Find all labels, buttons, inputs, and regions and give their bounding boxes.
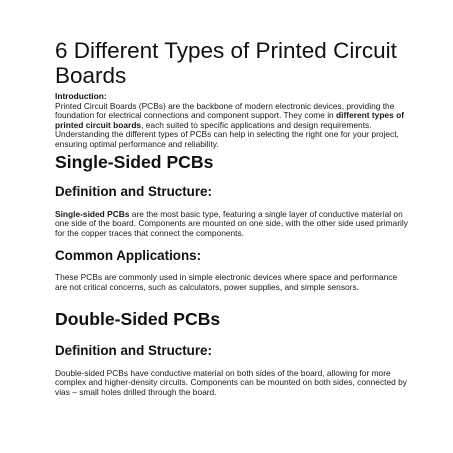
single-applications-paragraph: These PCBs are commonly used in simple electronic devices where space and performance are not critical concerns, such as calculators, power supplies, and simple sensors. bbox=[55, 272, 398, 292]
double-sided-heading: Double-Sided PCBs bbox=[55, 308, 221, 329]
intro-text-start: Printed Circuit Boards (PCBs) are the backbone of modern electronic devices, providing the foundation for electrical connections and component support. They come in bbox=[55, 100, 395, 121]
single-applications-heading: Common Applications: bbox=[55, 248, 202, 264]
single-definition-text: are the most basic type, featuring a single layer of conductive material on one side of the board. Components are mounted on one side, with the other side used primarily for the copper traces that connect the components. bbox=[55, 208, 408, 238]
intro-bold-phrase: different types of printed circuit boards bbox=[55, 110, 404, 130]
intro-label: Introduction: bbox=[55, 91, 107, 101]
intro-text-end: , each suited to specific applications and design requirements. Understanding the different types of PCBs can help in selecting the right one for your project, ensuring optimal performance and reliability. bbox=[55, 119, 399, 149]
single-definition-heading: Definition and Structure: bbox=[55, 183, 212, 199]
single-definition-bold: Single-sided PCBs bbox=[55, 208, 130, 219]
intro-paragraph bbox=[55, 102, 411, 150]
single-definition-paragraph bbox=[55, 210, 411, 239]
single-sided-heading: Single-Sided PCBs bbox=[55, 151, 214, 172]
page-title: 6 Different Types of Printed Circuit Boards bbox=[55, 38, 397, 88]
double-definition-heading: Definition and Structure: bbox=[55, 342, 212, 358]
double-definition-paragraph: Double-sided PCBs have conductive material on both sides of the board, allowing for more complex and higher-density circuits. Components can be mounted on both sides, connected by vias – small holes drilled through the board. bbox=[55, 367, 407, 397]
article bbox=[55, 38, 411, 397]
